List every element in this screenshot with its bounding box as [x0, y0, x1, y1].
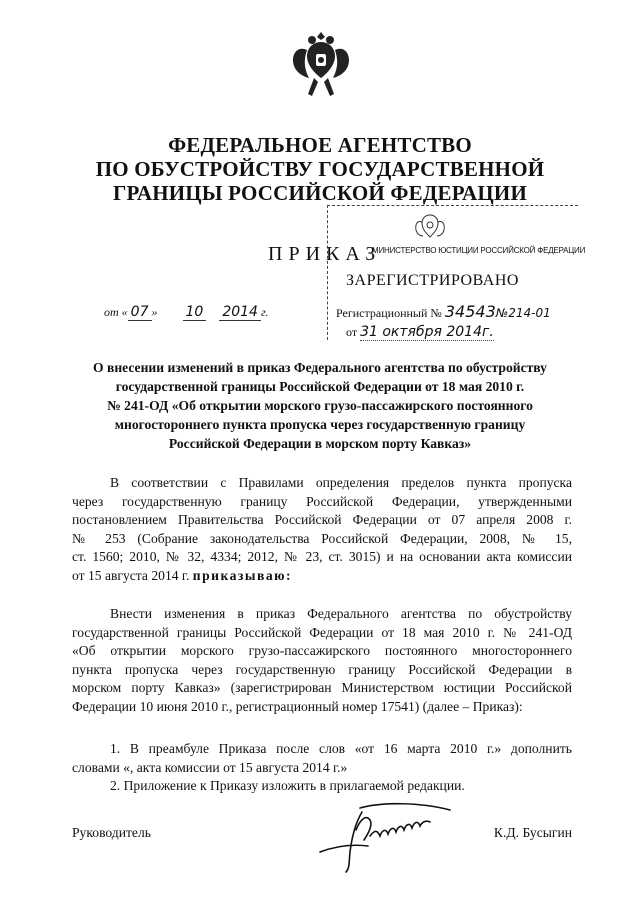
stamp-registered: ЗАРЕГИСТРИРОВАНО	[346, 272, 519, 289]
date-month: 10	[183, 304, 207, 321]
agency-line-3: ГРАНИЦЫ РОССИЙСКОЙ ФЕДЕРАЦИИ	[112, 181, 528, 205]
title-line-4: многостороннего пункта пропуска через государственную границу	[114, 417, 526, 432]
stamp-date-value: 31 октября 2014г.	[360, 324, 494, 340]
order-verb: приказываю:	[192, 567, 293, 583]
amendment-items	[72, 740, 572, 796]
preamble-line-4: № 253 (Собрание законодательства Российской Федерации, 2008, № 15,	[72, 530, 572, 546]
agency-name	[40, 133, 600, 205]
date-year: 2014	[219, 304, 261, 321]
agency-line-1: ФЕДЕРАЛЬНОЕ АГЕНТСТВО	[168, 133, 472, 157]
title-line-3: № 241-ОД «Об открытии морского грузо-пассажирского постоянного	[107, 398, 533, 413]
preamble-line-5: ст. 1560; 2010, № 32, 4334; 2012, № 23, ст. 3015) и на основании акта комиссии	[72, 549, 572, 564]
stamp-date	[346, 324, 494, 340]
date-day: 07	[128, 304, 152, 321]
preamble-line-3: постановлением Правительства Российской Федерации от 07 апреля 2008 г.	[72, 512, 572, 527]
stamp-reg-number	[336, 302, 551, 321]
amendment-line-2: государственной границы Российской Федерации от 18 мая 2010 г. № 241-ОД	[72, 624, 572, 640]
signer-position: Руководитель	[72, 825, 151, 840]
double-headed-eagle-icon	[290, 28, 352, 100]
stamp-reg-label: Регистрационный №	[336, 306, 442, 320]
title-line-1: О внесении изменений в приказ Федерального агентства по обустройству	[93, 360, 547, 375]
handwritten-signature	[300, 800, 460, 880]
stamp-ministry: МИНИСТЕРСТВО ЮСТИЦИИ РОССИЙСКОЙ ФЕДЕРАЦИИ	[372, 246, 586, 255]
amendment-line-4: пункта пропуска через государственную границу Российской Федерации в	[72, 661, 572, 677]
date-prefix: от «	[104, 305, 128, 319]
registration-stamp	[327, 205, 586, 340]
title-line-5: Российской Федерации в морском порту Кавказ»	[168, 436, 472, 451]
preamble-line-6	[72, 567, 572, 586]
title-line-2: государственной границы Российской Федерации от 18 мая 2010 г.	[115, 379, 525, 394]
agency-line-2: ПО ОБУСТРОЙСТВУ ГОСУДАРСТВЕННОЙ	[95, 157, 545, 181]
amendment-line-3: «Об открытии морского грузо-пассажирского постоянного многостороннего	[72, 643, 572, 658]
signer-name: К.Д. Бусыгин	[493, 825, 572, 840]
preamble-paragraph	[72, 474, 572, 585]
order-title	[60, 358, 580, 453]
stamp-reg-value: 34543	[444, 302, 496, 321]
item-1-line-1: 1. В преамбуле Приказа после слов «от 16 марта 2010 г.» дополнить	[110, 741, 572, 756]
preamble-line-1: В соответствии с Правилами определения пределов пункта пропуска	[110, 475, 572, 490]
order-date	[104, 304, 269, 320]
preamble-line-6-text: от 15 августа 2014 г.	[72, 567, 193, 583]
date-mid: »	[151, 305, 158, 319]
item-2: 2. Приложение к Приказу изложить в прилагаемой редакции.	[110, 778, 465, 793]
date-suffix: г.	[260, 305, 269, 319]
eagle-seal-icon	[414, 212, 446, 242]
document-type: ПРИКАЗ	[268, 243, 382, 265]
amendment-line-6: Федерации 10 июня 2010 г., регистрационный номер 17541) (далее – Приказ):	[72, 698, 523, 714]
amendment-line-1: Внести изменения в приказ Федерального агентства по обустройству	[110, 606, 572, 621]
stamp-reg-suffix: №214-01	[495, 306, 551, 320]
preamble-line-2: через государственную границу Российской Федерации, утвержденными	[72, 493, 572, 509]
item-1-line-2: словами «, акта комиссии от 15 августа 2014 г.»	[72, 759, 348, 775]
stamp-date-label: от	[346, 325, 358, 339]
amendment-paragraph	[72, 605, 572, 716]
amendment-line-5: морском порту Кавказ» (зарегистрирован Министерством юстиции Российской	[72, 680, 572, 695]
